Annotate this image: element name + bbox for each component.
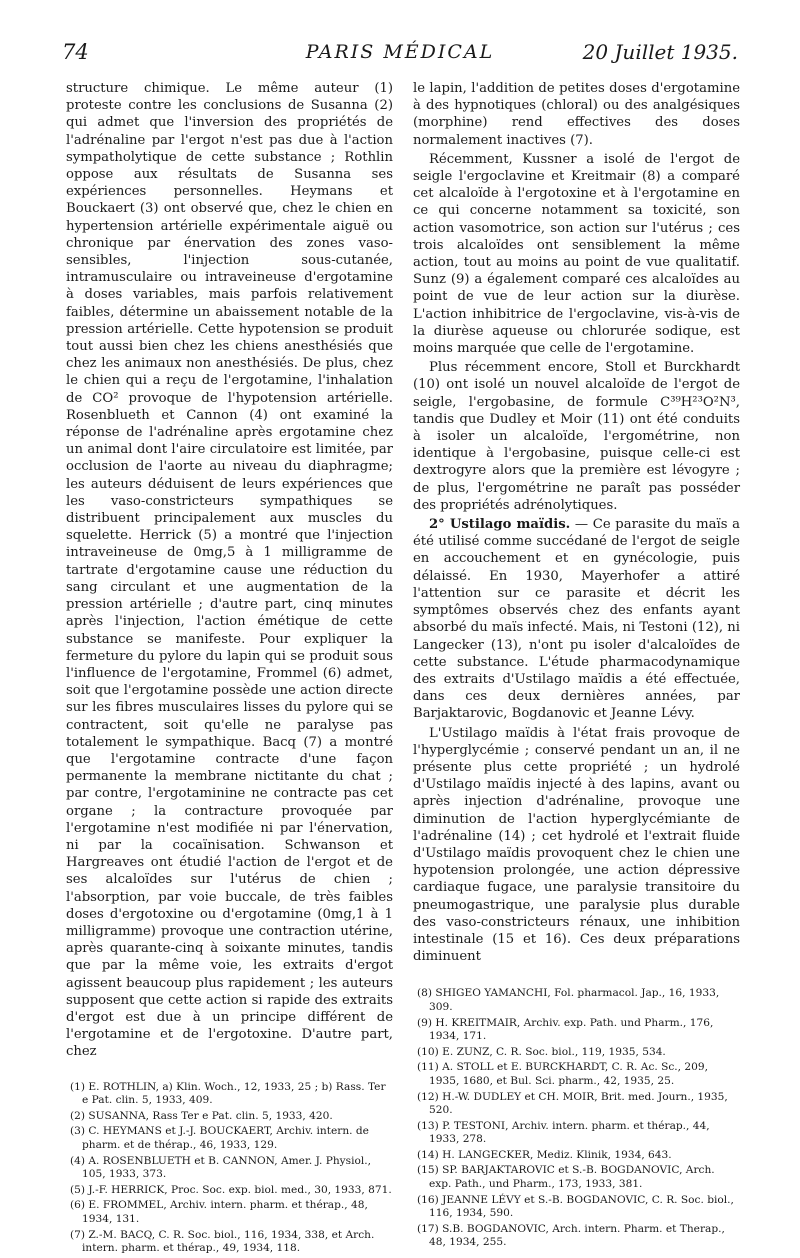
footnotes-right [413,987,740,1250]
footnote: (8) SHIGEO YAMANCHI, Fol. pharmacol. Jap., 16, 1933, 309. [417,987,720,1013]
right-column [413,80,740,1252]
footnote: (5) J.-F. HERRICK, Proc. Soc. exp. biol. med., 30, 1933, 871. [70,1183,392,1196]
footnote: (1) E. ROTHLIN, a) Klin. Woch., 12, 1933, 25 ; b) Rass. Ter e Pat. clin. 5, 1933, 409. [70,1080,386,1107]
footnote: (12) H.-W. DUDLEY et CH. MOIR, Brit. med. Journ., 1935, 520. [417,1090,728,1117]
body-paragraph: le lapin, l'addition de petites doses d'ergotamine à des hypnotiques (chloral) ou des analgésiques (morphine) rend effectives des doses normalement inactives (7). [413,81,740,148]
footnote: (10) E. ZUNZ, C. R. Soc. biol., 119, 1935, 534. [417,1045,666,1058]
footnote: (2) SUSANNA, Rass Ter e Pat. clin. 5, 1933, 420. [70,1109,333,1122]
body-paragraph: structure chimique. Le même auteur (1) proteste contre les conclusions de Susanna (2) qui admet que l'inversion des propriétés de l'adrénaline par l'ergot n'est pas due à l'action sympatholytique de cette substance ; Rothlin oppose aux résultats de Susanna ses expériences personnelles. Heymans et Bouckaert (3) ont observé que, chez le chien en hypertension artérielle expérimentale aiguë ou chronique par énervation des zones vaso-sensibles, l'injection sous-cutanée, intramusculaire ou intraveineuse d'ergotamine à doses variables, mais parfois relativement faibles, détermine un abaissement notable de la pression artérielle. Cette hypotension se produit tout aussi bien chez les chiens anesthésiés que chez les animaux non anesthésiés. De plus, chez le chien qui a reçu de l'ergotamine, l'inhalation de CO² provoque de l'hypotension artérielle. Rosenblueth et Cannon (4) ont examiné la réponse de l'adrénaline après ergotamine chez un animal dont l'aire circulatoire est limitée, par occlusion de l'aorte au niveau du diaphragme; les auteurs déduisent de leurs expériences que les vaso-constricteurs sympathiques se distribuent principalement aux muscles du squelette. Herrick (5) a montré que l'injection intraveineuse de 0mg,5 à 1 milligramme de tartrate d'ergotamine cause une réduction du sang circulant et une augmentation de la pression artérielle ; d'autre part, cinq minutes après l'injection, l'action émétique de cette substance se manifeste. Pour expliquer la fermeture du pylore du lapin qui se produit sous l'influence de l'ergotamine, Frommel (6) admet, soit que l'ergotamine possède une action directe sur les fibres musculaires lisses du pylore qui se contractent, soit qu'elle ne paralyse pas totalement le sympathique. Bacq (7) a montré que l'ergotamine contracte d'une façon permanente la membrane nictitante du chat ; par contre, l'ergotaminine ne contracte pas cet organe ; la contracture provoquée par l'ergotamine n'est modifiée ni par l'énervation, ni par la cocaïnisation. Schwanson et Hargreaves ont étudié l'action de l'ergot et de ses alcaloïdes sur l'utérus de chien ; l'absorption, par voie buccale, de très faibles doses d'ergotoxine ou d'ergotamine (0mg,1 à 1 milligramme) provoque une contraction utérine, après quarante-cinq à soixante minutes, tandis que par la même voie, les extraits d'ergot agissent beaucoup plus rapidement ; les auteurs supposent que cette action si rapide des extraits d'ergot est due à un principe différent de l'ergotamine et de l'ergotoxine. D'autre part, chez [66,81,393,1060]
section-heading: 2° Ustilago maïdis. [429,517,571,533]
journal-title: PARIS MÉDICAL [305,41,495,63]
footnote: (7) Z.-M. BACQ, C. R. Soc. biol., 116, 1934, 338, et Arch. intern. pharm. et thérap., 49, 1934, 118. [70,1228,375,1255]
footnote: (17) S.B. BOGDANOVIC, Arch. intern. Pharm. et Therap., 48, 1934, 255. [417,1222,725,1249]
body-paragraph: Récemment, Kussner a isolé de l'ergot de seigle l'ergoclavine et Kreitmair (8) a comparé cet alcaloïde à l'ergotoxine et à l'ergotamine en ce qui concerne notamment sa toxicité, son action vasomotrice, son action sur l'utérus ; ces trois alcaloïdes ont sensiblement la même action, tout au moins au point de vue qualitatif. Sunz (9) a également comparé ces alcaloïdes au point de vue de leur action sur la diurèse. L'action inhibitrice de l'ergoclavine, vis-à-vis de la diurèse aqueuse ou chlorurée sodique, est moins marquée que celle de l'ergotamine. [413,151,740,357]
footnote: (4) A. ROSENBLUETH et B. CANNON, Amer. J. Physiol., 105, 1933, 373. [70,1154,371,1181]
footnote: (11) A. STOLL et E. BURCKHARDT, C. R. Ac. Sc., 209, 1935, 1680, et Bul. Sci. pharm., 42, 1935, 25. [417,1061,708,1087]
page-number: 74 [62,40,89,64]
body-paragraph: L'Ustilago maïdis à l'état frais provoque de l'hyperglycémie ; conservé pendant un an, il ne présente plus cette propriété ; un hydrolé d'Ustilago maïdis injecté à des lapins, avant ou après injection d'adrénaline, provoque une diminution de l'action hyperglycémiante de l'adrénaline (14) ; cet hydrolé et l'extrait fluide d'Ustilago maïdis provoquent chez le chien une hypotension prolongée, une action dépressive cardiaque fugace, une paralysie transitoire du pneumogastrique, une paralysie plus durable des vaso-constricteurs rénaux, une inhibition intestinale (15 et 16). Ces deux préparations diminuent [413,725,740,965]
footnote: (6) E. FROMMEL, Archiv. intern. pharm. et thérap., 48, 1934, 131. [70,1199,368,1225]
page-header [62,40,738,68]
section-paragraph [413,516,740,722]
footnote: (3) C. HEYMANS et J.-J. BOUCKAERT, Archiv. intern. de pharm. et de thérap., 46, 1933, 129. [70,1125,369,1151]
left-column [66,80,393,1258]
footnote: (13) P. TESTONI, Archiv. intern. pharm. et thérap., 44, 1933, 278. [417,1119,710,1146]
footnote: (16) JEANNE LÉVY et S.-B. BOGDANOVIC, C. R. Soc. biol., 116, 1934, 590. [417,1193,734,1220]
footnotes-left [66,1081,393,1256]
body-paragraph: Plus récemment encore, Stoll et Burckhardt (10) ont isolé un nouvel alcaloïde de l'ergot de seigle, l'ergobasine, de formule C³⁹H²³O²N³, tandis que Dudley et Moir (11) ont été conduits à isoler un alcaloïde, l'ergométrine, non identique à l'ergobasine, puisque celle-ci est dextrogyre alors que la première est lévogyre ; de plus, l'ergométrine ne paraît pas posséder des propriétés adrénolytiques. [413,360,740,513]
footnote: (14) H. LANGECKER, Mediz. Klinik, 1934, 643. [417,1148,672,1161]
section-text: — Ce parasite du maïs a été utilisé comme succédané de l'ergot de seigle en accouchement et en gynécologie, puis délaissé. En 1930, Mayerhofer a attiré l'attention sur ce parasite et décrit les symptômes observés chez des enfants ayant absorbé du maïs infecté. Mais, ni Testoni (12), ni Langecker (13), n'ont pu isoler d'alcaloïdes de cette substance. L'étude pharmacodynamique des extraits d'Ustilago maïdis a été effectuée, dans ces deux dernières années, par Barjaktarovic, Bogdanovic et Jeanne Lévy. [413,517,740,722]
issue-date: 20 Juillet 1935. [582,40,738,64]
footnote: (9) H. KREITMAIR, Archiv. exp. Path. und Pharm., 176, 1934, 171. [417,1016,714,1043]
footnote: (15) SP. BARJAKTAROVIC et S.-B. BOGDANOVIC, Arch. exp. Path., und Pharm., 173, 1933, 381. [417,1164,715,1191]
